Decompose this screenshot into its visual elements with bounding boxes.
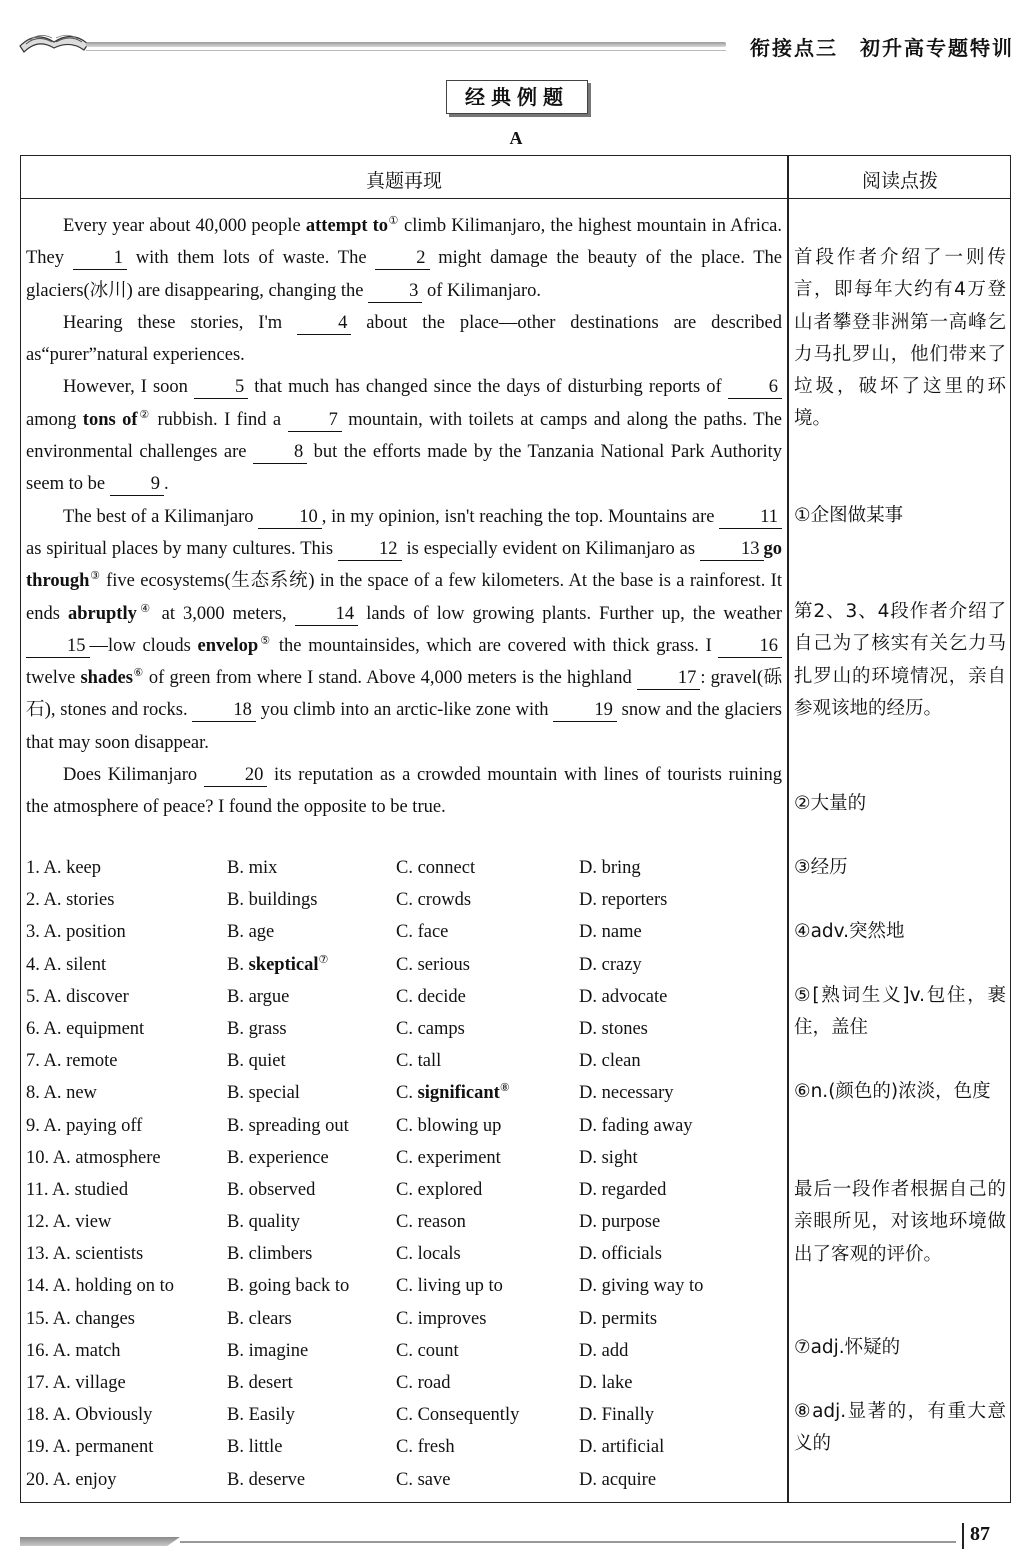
option-row [26,1045,782,1077]
option-text: D. name [579,922,642,943]
blank-14[interactable]: 14 [295,603,359,626]
option-row [26,1399,782,1431]
option-text: 3. A. position [26,922,126,943]
header-title: 衔接点三 初升高专题特训 [750,36,1014,60]
option-d[interactable] [579,1367,632,1399]
option-d[interactable] [579,1399,654,1431]
option-text: D. crazy [579,954,642,975]
option-a[interactable] [26,1335,121,1367]
option-c[interactable] [396,981,466,1013]
note-6: ⑥n.(颜色的)浓淡，色度 [794,1081,991,1102]
option-row [26,1238,782,1270]
blank-17[interactable]: 17 [637,667,701,690]
text: lands of low growing plants. Further up, the weather [358,603,782,624]
keyword: go through [26,538,783,592]
option-text: B. Easily [227,1405,295,1426]
page-header [0,0,1032,70]
option-text: C. reason [396,1212,466,1233]
option-text: D. officials [579,1244,662,1265]
option-a[interactable] [26,1270,174,1302]
option-text: D. add [579,1340,629,1361]
text: snow and the glaciers that may soon disappear. [26,700,782,753]
blank-8[interactable]: 8 [253,441,307,464]
option-text: 15. A. changes [26,1308,135,1329]
text: , in my opinion, isn't reaching the top. Mountains are [321,506,720,527]
paragraph-1 [26,210,782,307]
option-c[interactable] [396,1335,459,1367]
blank-20[interactable]: 20 [204,764,268,787]
open-book-icon [14,22,94,56]
option-text: 20. A. enjoy [26,1469,117,1490]
option-d[interactable] [579,1238,662,1270]
text: but the efforts made by the Tanzania National Park Authority seem to be [26,442,783,495]
option-text: C. fresh [396,1437,455,1458]
option-text: C. road [396,1373,451,1393]
option-keyword: significant [417,1083,500,1104]
option-d[interactable] [579,1045,641,1077]
option-c[interactable] [396,884,471,916]
option-text: C. [396,1083,418,1104]
text: that much has changed since the days of disturbing reports of [248,377,728,398]
option-c[interactable] [396,916,448,948]
option-b[interactable] [227,1174,315,1206]
blank-2[interactable]: 2 [375,247,429,270]
option-row [26,916,782,948]
text: The best of a Kilimanjaro [63,506,259,527]
option-row [26,1335,782,1367]
option-b[interactable] [227,1431,283,1463]
option-text: B. climbers [227,1244,313,1265]
option-text: D. regarded [579,1179,667,1200]
keyword: attempt to [305,216,389,236]
option-text: D. necessary [579,1083,674,1104]
option-a[interactable] [26,1045,117,1077]
header-rule-thin [86,50,726,51]
footer-bar [20,1537,180,1546]
option-text: D. lake [579,1373,633,1393]
option-text: 14. A. holding on to [26,1276,175,1297]
option-b[interactable] [227,1270,349,1302]
option-text: C. connect [396,858,476,878]
option-text: B. special [227,1083,300,1104]
option-row [26,1303,782,1335]
option-text: D. reporters [579,890,668,911]
option-text: 11. A. studied [26,1179,129,1200]
text: at 3,000 meters, [153,603,295,624]
text: mountain, with toilets at camps and along the paths. The environmental challenges are [26,409,782,463]
option-text: D. sight [579,1147,638,1168]
option-a[interactable] [26,1464,116,1496]
option-row [26,1013,782,1045]
option-a[interactable] [26,1431,153,1463]
option-c[interactable] [396,1270,503,1302]
text: However, I soon [63,377,194,398]
option-a[interactable] [26,1238,143,1270]
option-text: C. blowing up [396,1115,502,1136]
text: . [164,474,169,495]
option-row [26,1110,782,1142]
page-number: 87 [970,1523,990,1545]
option-row [26,1077,782,1109]
option-text: B. quality [227,1212,300,1233]
option-text: B. grass [227,1018,287,1039]
option-text: 7. A. remote [26,1051,118,1072]
blank-18[interactable]: 18 [192,699,256,722]
option-d[interactable] [579,1206,660,1238]
option-text: B. desert [227,1373,293,1393]
option-text: D. Finally [579,1405,655,1426]
note-4: ④adv.突然地 [794,921,905,942]
option-d[interactable] [579,1431,664,1463]
option-text: C. experiment [396,1147,501,1168]
option-a[interactable] [26,1367,126,1399]
option-b[interactable] [227,1238,312,1270]
blank-11[interactable]: 11 [719,506,782,529]
option-text: C. count [396,1340,459,1361]
option-d[interactable] [579,1174,666,1206]
header-rule [86,42,726,47]
option-c[interactable] [396,1110,501,1142]
option-a[interactable] [26,884,114,916]
option-d[interactable] [579,1303,657,1335]
option-b[interactable] [227,1399,295,1431]
option-c[interactable] [396,1077,510,1109]
option-d[interactable] [579,981,667,1013]
option-text: C. locals [396,1244,461,1265]
option-row [26,1206,782,1238]
text: Every year about 40,000 people [63,216,306,236]
option-c[interactable] [396,1367,450,1399]
option-text: 17. A. village [26,1373,126,1393]
option-text: C. improves [396,1308,487,1329]
option-text: C. camps [396,1018,465,1039]
option-c[interactable] [396,1431,455,1463]
table-header-right: 阅读点拨 [861,170,938,192]
text: five ecosystems(生态系统) in the space of a few kilometers. At the base is a rainforest. It ends [26,571,782,624]
text: you climb into an arctic-like zone with [255,700,554,721]
note-summary-2: 第2、3、4段作者介绍了自己为了核实有关乞力马扎罗山的环境情况，亲自参观该地的经历。 [794,601,1006,719]
option-b[interactable] [227,1110,349,1142]
option-d[interactable] [579,1013,648,1045]
option-c[interactable] [396,1206,466,1238]
option-text: C. crowds [396,890,472,911]
option-text: 12. A. view [26,1212,112,1233]
option-a[interactable] [26,1303,135,1335]
option-text: D. artificial [579,1437,665,1458]
option-d[interactable] [579,852,641,884]
text: : gravel(砾石), stones and rocks. [26,668,782,721]
option-text: 19. A. permanent [26,1437,154,1458]
option-text: 1. A. keep [26,858,102,878]
answer-options [26,852,782,1496]
option-text: D. purpose [579,1212,661,1233]
option-text: 6. A. equipment [26,1018,145,1039]
note-marker: ⑦ [318,953,329,966]
blank-7[interactable]: 7 [288,409,342,432]
option-row [26,1174,782,1206]
option-text: B. spreading out [227,1115,349,1136]
option-text: 10. A. atmosphere [26,1147,161,1168]
option-a[interactable] [26,852,101,884]
option-b[interactable] [227,1077,300,1109]
option-a[interactable] [26,1174,128,1206]
option-d[interactable] [579,1464,656,1496]
option-text: 13. A. scientists [26,1244,144,1265]
option-b[interactable] [227,884,317,916]
note-marker: ⑤ [258,634,273,647]
text: Hearing these stories, I'm [63,312,298,333]
option-text: B. little [227,1437,283,1458]
option-text: 5. A. discover [26,986,129,1007]
text: —low clouds [89,635,198,656]
option-text: C. decide [396,986,466,1007]
option-text: 18. A. Obviously [26,1405,153,1426]
option-text: B. observed [227,1179,316,1200]
option-c[interactable] [396,1399,519,1431]
note-1: ①企图做某事 [794,505,904,526]
text: Does Kilimanjaro [63,765,204,786]
option-b[interactable] [227,1464,305,1496]
keyword: envelop [197,635,259,656]
blank-12[interactable]: 12 [338,538,402,561]
option-text: D. bring [579,858,641,878]
option-text: B. quiet [227,1051,286,1072]
option-text: C. tall [396,1051,442,1072]
blank-3[interactable]: 3 [368,280,422,303]
option-c[interactable] [396,852,475,884]
option-b[interactable] [227,852,277,884]
section-title: 经典例题 [446,80,588,114]
text: with them lots of waste. The [127,248,376,269]
option-row [26,949,782,981]
option-text: C. face [396,922,449,943]
option-d[interactable] [579,949,642,981]
note-marker: ① [388,214,399,227]
note-3: ③经历 [794,857,848,878]
option-text: B. deserve [227,1469,306,1490]
option-c[interactable] [396,1303,486,1335]
blank-4[interactable]: 4 [297,312,351,335]
blank-19[interactable]: 19 [553,699,617,722]
paragraph-4 [26,501,782,759]
note-marker: ④ [136,602,154,615]
blank-15[interactable]: 15 [26,635,90,658]
keyword: abruptly [67,603,137,624]
option-b[interactable] [227,949,328,981]
text: of green from where I stand. Above 4,000 meters is the highland [143,668,637,689]
option-b[interactable] [227,1367,293,1399]
option-text: 16. A. match [26,1340,121,1361]
option-c[interactable] [396,949,470,981]
option-text: D. permits [579,1308,658,1329]
option-b[interactable] [227,1303,292,1335]
note-summary-1: 首段作者介绍了一则传言，即每年大约有4万登山者攀登非洲第一高峰乞力马扎罗山，他们带来了垃圾，破坏了这里的环境。 [794,247,1006,430]
option-text: C. serious [396,954,470,975]
part-label: A [509,128,523,148]
option-d[interactable] [579,916,642,948]
option-text: 2. A. stories [26,890,115,911]
option-a[interactable] [26,1110,142,1142]
text: twelve [26,668,81,689]
option-a[interactable] [26,1206,111,1238]
blank-9[interactable]: 9 [110,473,164,496]
blank-16[interactable]: 16 [718,635,782,658]
note-marker: ② [137,408,152,421]
note-2: ②大量的 [794,793,867,814]
option-c[interactable] [396,1238,461,1270]
option-c[interactable] [396,1045,441,1077]
option-c[interactable] [396,1142,501,1174]
option-a[interactable] [26,1142,161,1174]
option-text: B. argue [227,986,290,1007]
option-text: D. fading away [579,1115,693,1136]
paragraph-3 [26,371,782,500]
text: among [26,409,83,430]
option-text: B. age [227,922,275,943]
option-row [26,981,782,1013]
footer-rule [180,1541,956,1543]
blank-6[interactable]: 6 [728,376,782,399]
option-a[interactable] [26,1077,97,1109]
option-b[interactable] [227,1206,300,1238]
text: is especially evident on Kilimanjaro as [401,538,701,559]
option-b[interactable] [227,916,274,948]
table-header-left: 真题再现 [365,170,442,192]
option-b[interactable] [227,1142,329,1174]
paragraph-2 [26,307,782,372]
option-a[interactable] [26,981,129,1013]
option-a[interactable] [26,1399,152,1431]
note-marker: ③ [89,570,101,583]
note-marker: ⑥ [132,667,144,679]
cloze-passage [26,210,782,824]
option-row [26,1367,782,1399]
option-text: C. save [396,1469,451,1490]
option-a[interactable] [26,1013,144,1045]
note-marker: ⑧ [499,1082,510,1095]
option-d[interactable] [579,884,667,916]
option-row [26,884,782,916]
option-b[interactable] [227,981,289,1013]
option-row [26,1270,782,1302]
paragraph-5 [26,759,782,824]
option-text: B. going back to [227,1276,350,1297]
option-text: B. mix [227,858,278,878]
option-text: D. clean [579,1051,641,1072]
option-text: 8. A. new [26,1083,97,1104]
option-row [26,1431,782,1463]
text: might damage the beauty of the place. The glaciers(冰川) are disappearing, changing the [26,248,782,301]
note-5: ⑤[熟词生义]v.包住，裹住，盖住 [794,985,1006,1039]
option-d[interactable] [579,1077,674,1109]
option-text: D. acquire [579,1469,657,1490]
option-d[interactable] [579,1110,693,1142]
text: about the place—other destinations are described as“purer”natural experiences. [26,312,782,366]
footer-separator [962,1523,964,1549]
blank-13[interactable]: 13 [700,538,764,561]
option-d[interactable] [579,1335,628,1367]
option-text: B. imagine [227,1340,309,1361]
option-text: C. living up to [396,1276,503,1297]
option-a[interactable] [26,916,126,948]
option-b[interactable] [227,1045,286,1077]
option-text: B. clears [227,1308,292,1329]
text: climb Kilimanjaro, the highest mountain in Africa. They [26,216,782,269]
option-a[interactable] [26,949,106,981]
note-8: ⑧adj.显著的，有重大意义的 [794,1401,1006,1455]
text: the mountainsides, which are covered with thick grass. I [272,635,719,656]
option-text: D. advocate [579,986,668,1007]
option-text: D. giving way to [579,1276,704,1297]
option-row [26,852,782,884]
option-c[interactable] [396,1174,482,1206]
column-divider [787,156,789,1502]
option-row [26,1142,782,1174]
blank-10[interactable]: 10 [258,506,322,529]
option-text: C. Consequently [396,1405,520,1426]
blank-1[interactable]: 1 [73,247,127,270]
option-d[interactable] [579,1270,703,1302]
option-c[interactable] [396,1464,450,1496]
option-row [26,1464,782,1496]
note-7: ⑦adj.怀疑的 [794,1337,901,1358]
option-text: B. [227,954,249,975]
keyword: tons of [82,409,138,430]
option-text: 4. A. silent [26,954,107,975]
option-text: C. explored [396,1179,483,1200]
option-text: B. buildings [227,890,318,911]
option-text: B. experience [227,1147,329,1168]
option-text: 9. A. paying off [26,1115,143,1136]
option-b[interactable] [227,1013,287,1045]
option-keyword: skeptical [248,954,319,975]
text: rubbish. I find a [151,409,288,430]
text: as spiritual places by many cultures. This [26,538,339,559]
text: its reputation as a crowded mountain with lines of tourists ruining the atmosphere of peace? I found the opposite to be true. [26,765,782,818]
option-text: D. stones [579,1018,648,1039]
text: of Kilimanjaro. [422,280,542,301]
blank-5[interactable]: 5 [194,376,248,399]
option-c[interactable] [396,1013,465,1045]
option-d[interactable] [579,1142,638,1174]
note-summary-3: 最后一段作者根据自己的亲眼所见，对该地环境做出了客观的评价。 [794,1179,1006,1265]
option-b[interactable] [227,1335,308,1367]
keyword: shades [80,668,133,689]
